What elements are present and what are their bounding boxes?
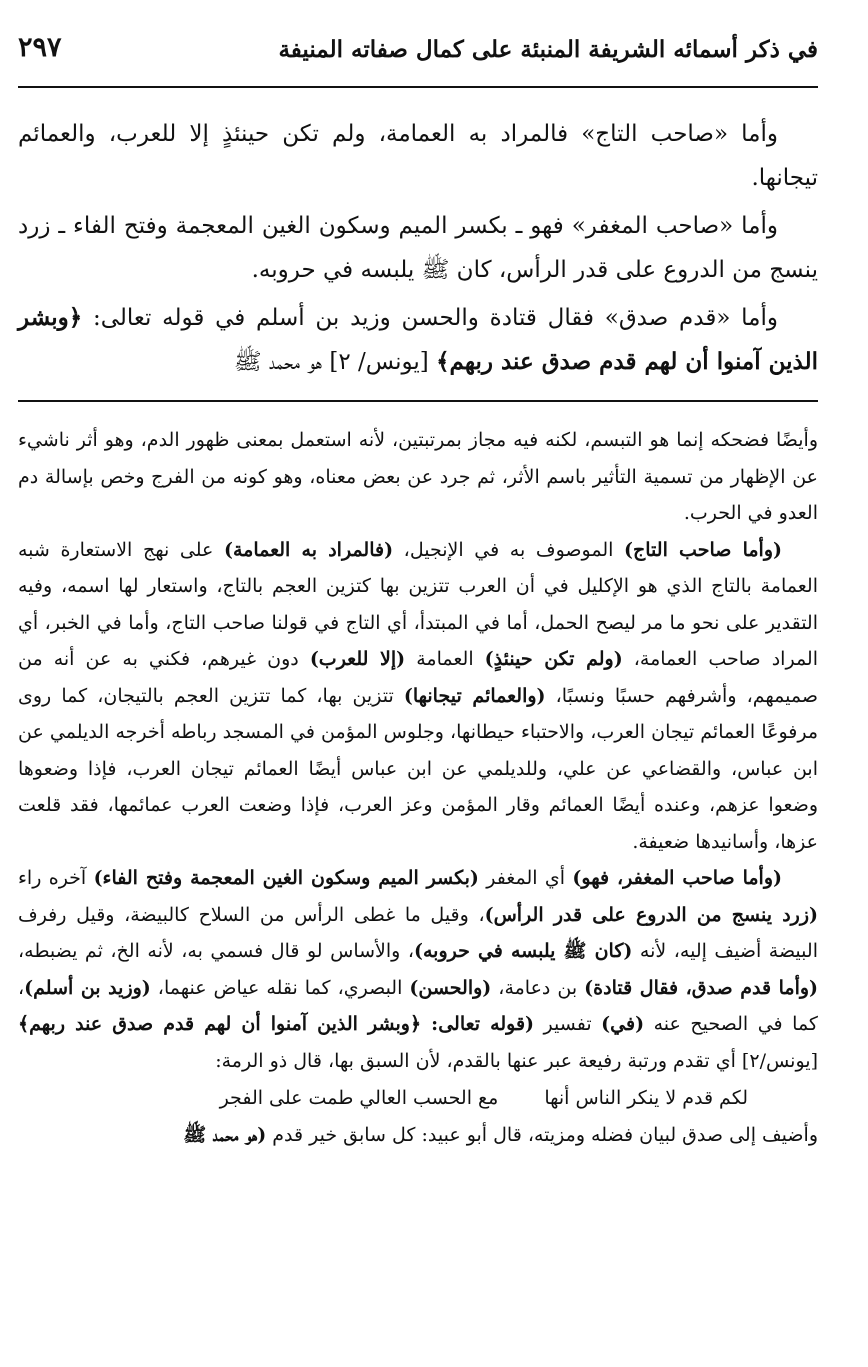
running-title: في ذكر أسمائه الشريفة المنبئة على كمال صفاته المنيفة	[278, 36, 818, 63]
main-paragraph	[18, 296, 818, 384]
commentary-text: بن دعامة،	[491, 976, 585, 999]
quoted-matn: (وأما قدم صدق، فقال قتادة)	[584, 976, 819, 999]
quoted-matn: (في)	[601, 1013, 645, 1035]
quoted-matn: (هو محمد ﷺ	[183, 1124, 267, 1146]
commentary-text: [يونس/٢] أي تقدم ورتبة رفيعة عبر عنها بالقدم، لأن السبق بها، قال ذو الرمة:	[215, 1049, 818, 1072]
quoted-matn: (والحسن)	[409, 976, 492, 999]
quoted-matn: (بكسر الميم وسكون الغين المعجمة وفتح الفاء)	[93, 867, 479, 889]
commentary-text: العمامة	[405, 648, 485, 670]
commentary	[18, 422, 818, 1154]
quoted-matn: (وأما صاحب المغفر، فهو)	[572, 867, 782, 889]
verse-reference: [يونس/ ٢]	[322, 349, 437, 375]
verse-hemistich: مع الحسب العالي طمت على الفجر	[219, 1087, 499, 1109]
commentary-text: وأضيف إلى صدق لبيان فضله ومزيته، قال أبو عبيد: كل سابق خير قدم	[266, 1124, 818, 1146]
quoted-matn: (إلا للعرب)	[309, 648, 406, 670]
main-text	[18, 112, 818, 384]
commentary-separator	[18, 400, 818, 402]
main-paragraph-text: وأما «صاحب التاج» فالمراد به العمامة، ولم تكن حينئذٍ إلا للعرب، والعمائم تيجانها.	[18, 121, 818, 191]
commentary-text: آخره راء	[18, 867, 94, 889]
quoted-matn: (ولم تكن حينئذٍ)	[484, 648, 623, 670]
commentary-text: ، كما في الصحيح عنه	[18, 976, 818, 1035]
commentary-paragraph	[18, 422, 818, 532]
poetry-verse	[18, 1079, 818, 1117]
page-number: ٢٩٧	[18, 32, 62, 63]
main-paragraph-text: هو محمد ﷺ	[233, 349, 323, 375]
main-paragraph	[18, 112, 818, 200]
commentary-text: تفسير	[534, 1013, 602, 1035]
commentary-text: الموصوف به في الإنجيل،	[393, 538, 625, 561]
quoted-matn: (قوله تعالى: ﴿وبشر الذين آمنوا أن لهم قدم صدق عند ربهم﴾	[18, 1013, 535, 1035]
commentary-text: على نهج الاستعارة شبه العمامة بالتاج الذي هو الإكليل في أن العرب تتزين بها كتزين العجم بالتاج، واستعار لها اسمه، وفيه التقدير على نحو ما مر ليصح الحمل، أما في المبتدأ، أي التاج في قولنا صاحب التاج، وأما في الخبر، أي المراد صاحب العمامة،	[18, 538, 818, 670]
quoted-matn: (والعمائم تيجانها)	[403, 684, 546, 707]
main-paragraph	[18, 204, 818, 292]
quoted-matn: (وأما صاحب التاج)	[624, 538, 782, 561]
quran-verse: ﴿وبشر الذين آمنوا أن لهم قدم صدق عند ربهم﴾	[18, 304, 818, 375]
commentary-paragraph	[18, 1117, 818, 1154]
main-paragraph-text: وأما «صاحب المغفر» فهو ـ بكسر الميم وسكون الغين المعجمة وفتح الفاء ـ زرد ينسج من الدروع على قدر الرأس، كان ﷺ يلبسه في حروبه.	[18, 213, 818, 283]
main-paragraph-text: وأما «قدم صدق» فقال قتادة والحسن وزيد بن أسلم في قوله تعالى:	[92, 305, 778, 331]
verse-hemistich: لكم قدم لا ينكر الناس أنها	[544, 1087, 748, 1109]
quoted-matn: (كان ﷺ يلبسه في حروبه)	[413, 940, 633, 962]
commentary-text: البصري، كما نقله عياض عنهما،	[150, 976, 410, 999]
commentary-text: ، وقيل ما غطى الرأس من السلاح كالبيضة، وقيل رفرف البيضة أضيف إليه، لأنه	[18, 903, 818, 962]
book-page	[18, 30, 818, 1154]
commentary-text: دون غيرهم، فكني به عن أنه من صميمهم، وأشرفهم حسبًا ونسبًا،	[18, 648, 818, 707]
commentary-text: وأيضًا فضحكه إنما هو التبسم، لكنه فيه مجاز بمرتبتين، لأنه استعمل بمعنى ظهور الدم، وهو أثر ناشيء عن الإظهار من تسمية التأثير باسم الأثر، ثم جرد عن بعض معناه، وهو كونه من الفرج وخص بإسالة دم العدو في الحرب.	[18, 429, 818, 524]
commentary-paragraph	[18, 860, 818, 1079]
commentary-text: ، والأساس لو قال فسمي به، لأنه الخ، ثم يضبطه،	[18, 940, 414, 962]
quoted-matn: (فالمراد به العمامة)	[223, 538, 394, 561]
header-rule	[18, 86, 818, 88]
commentary-paragraph	[18, 532, 818, 861]
commentary-text: تتزين بها، كما تتزين العجم بالتيجان، كما روى مرفوعًا العمائم تيجان العرب، والاحتباء حيطانها، وجلوس المؤمن في المسجد رباطه أخرجه الديلمي عن ابن عباس، والقضاعي عن علي، وللديلمي عن ابن عباس أيضًا العمائم تيجان العرب، فإذا وضعوها وضعوا عزهم، وعنده أيضًا العمائم وقار المؤمن وعز العرب، فإذا وضعت العرب عمائمها، فقد قلعت عزها، وأسانيدها ضعيفة.	[18, 684, 818, 853]
page-header	[18, 30, 818, 86]
commentary-text: أي المغفر	[478, 867, 573, 889]
quoted-matn: (زرد ينسج من الدروع على قدر الرأس)	[484, 903, 818, 926]
quoted-matn: (وزيد بن أسلم)	[24, 976, 151, 999]
